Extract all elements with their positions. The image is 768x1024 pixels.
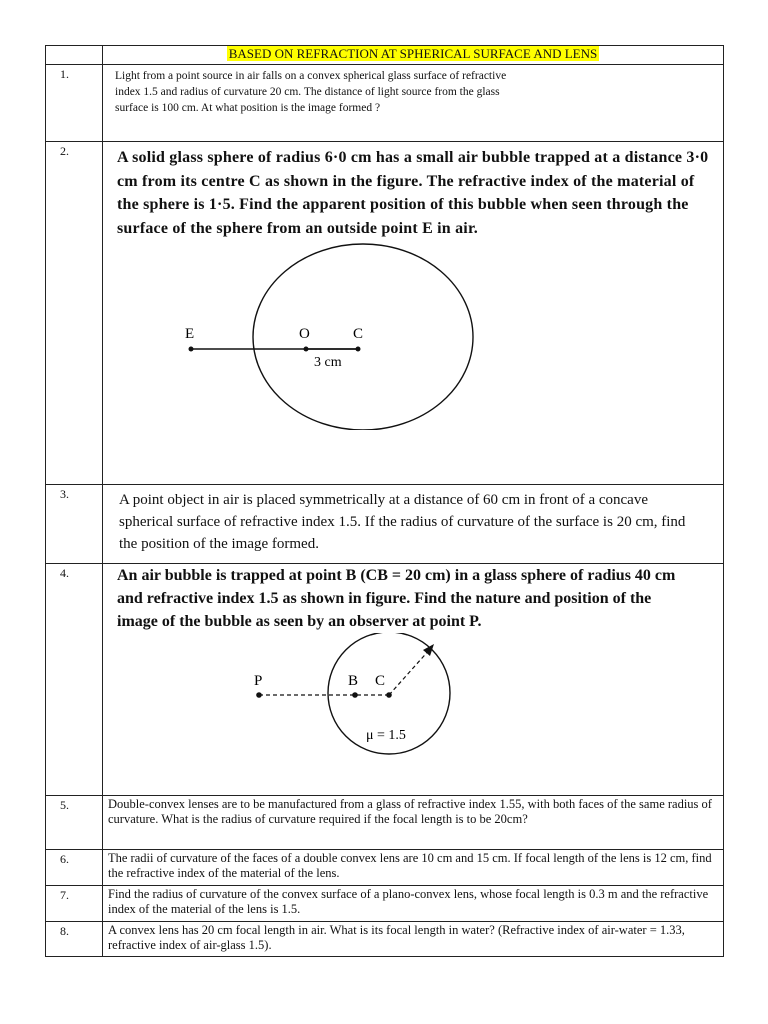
question-cell — [103, 65, 724, 142]
question-table — [45, 45, 724, 957]
label-o: O — [299, 326, 310, 342]
question-cell — [103, 922, 724, 957]
question-text: A point object in air is placed symmetrically at a distance of 60 cm in front of a concave spherical surface of refractive index 1.5. If the radius of curvature of the surface is 20 cm, find the position of the image formed. — [119, 492, 686, 552]
question-row — [46, 65, 724, 142]
label-p: P — [254, 673, 263, 689]
question-text: Light from a point source in air falls on a convex spherical glass surface of refractive index 1.5 and radius of curvature 20 cm. The distance of light source from the glass surface is 100 cm. At what position is the image formed ? — [115, 70, 507, 114]
point-o-dot — [304, 347, 309, 352]
question-row — [46, 485, 724, 564]
question-text: An air bubble is trapped at point B (CB = 20 cm) in a glass sphere of radius 40 cm and refractive index 1.5 as shown in figure. Find the nature and position of the image of the bubble as seen by an observer at point P. — [117, 567, 676, 630]
question-cell — [103, 485, 724, 564]
point-e-dot — [189, 347, 194, 352]
question-cell — [103, 564, 724, 796]
label-e: E — [185, 326, 195, 342]
refractive-index-label: μ = 1.5 — [366, 728, 406, 743]
header-number-cell — [46, 46, 103, 65]
question-row — [46, 886, 724, 922]
point-c-dot — [356, 347, 361, 352]
sphere-bubble-figure — [103, 240, 723, 430]
distance-label: 3 cm — [314, 355, 342, 370]
point-c-dot — [386, 692, 392, 698]
question-number: 7. — [46, 886, 103, 922]
header-title-cell — [103, 46, 724, 65]
question-text: Double-convex lenses are to be manufactured from a glass of refractive index 1.55, with both faces of the same radius of curvature. What is the radius of curvature required if the focal length is to be 20cm? — [108, 797, 712, 826]
label-c: C — [375, 673, 386, 689]
question-number: 3. — [46, 485, 103, 564]
question-row — [46, 850, 724, 886]
question-number: 8. — [46, 922, 103, 957]
question-cell — [103, 796, 724, 850]
question-cell — [103, 850, 724, 886]
radius-arrow-line — [389, 648, 431, 695]
question-text: A solid glass sphere of radius 6·0 cm has a small air bubble trapped at a distance 3·0 cm from its centre C as shown in the figure. The refractive index of the material of the sphere is 1·5. Find the apparent position of this bubble when seen through the surface of the sphere from an outside point E in air. — [117, 149, 709, 237]
label-b: B — [348, 673, 359, 689]
point-p-dot — [256, 692, 262, 698]
page-title: BASED ON REFRACTION AT SPHERICAL SURFACE AND LENS — [228, 46, 598, 61]
question-row — [46, 142, 724, 485]
bubble-observer-figure — [103, 633, 723, 768]
question-text: A convex lens has 20 cm focal length in air. What is its focal length in water? (Refractive index of air-water = 1.33, refractive index of air-glass 1.5). — [108, 923, 685, 952]
header-row — [46, 46, 724, 65]
question-row — [46, 796, 724, 850]
question-text: The radii of curvature of the faces of a double convex lens are 10 cm and 15 cm. If focal length of the lens is 12 cm, find the refractive index of the material of the lens. — [108, 851, 712, 880]
question-text: Find the radius of curvature of the convex surface of a plano-convex lens, whose focal length is 0.3 m and the refractive index of the material of the lens is 1.5. — [108, 887, 709, 916]
question-number: 6. — [46, 850, 103, 886]
question-number: 1. — [46, 65, 103, 142]
label-c: C — [353, 326, 364, 342]
question-number: 2. — [46, 142, 103, 485]
question-row — [46, 922, 724, 957]
question-number: 5. — [46, 796, 103, 850]
question-cell — [103, 886, 724, 922]
point-b-dot — [352, 692, 358, 698]
question-cell — [103, 142, 724, 485]
question-number: 4. — [46, 564, 103, 796]
question-sheet — [45, 45, 724, 957]
question-row — [46, 564, 724, 796]
